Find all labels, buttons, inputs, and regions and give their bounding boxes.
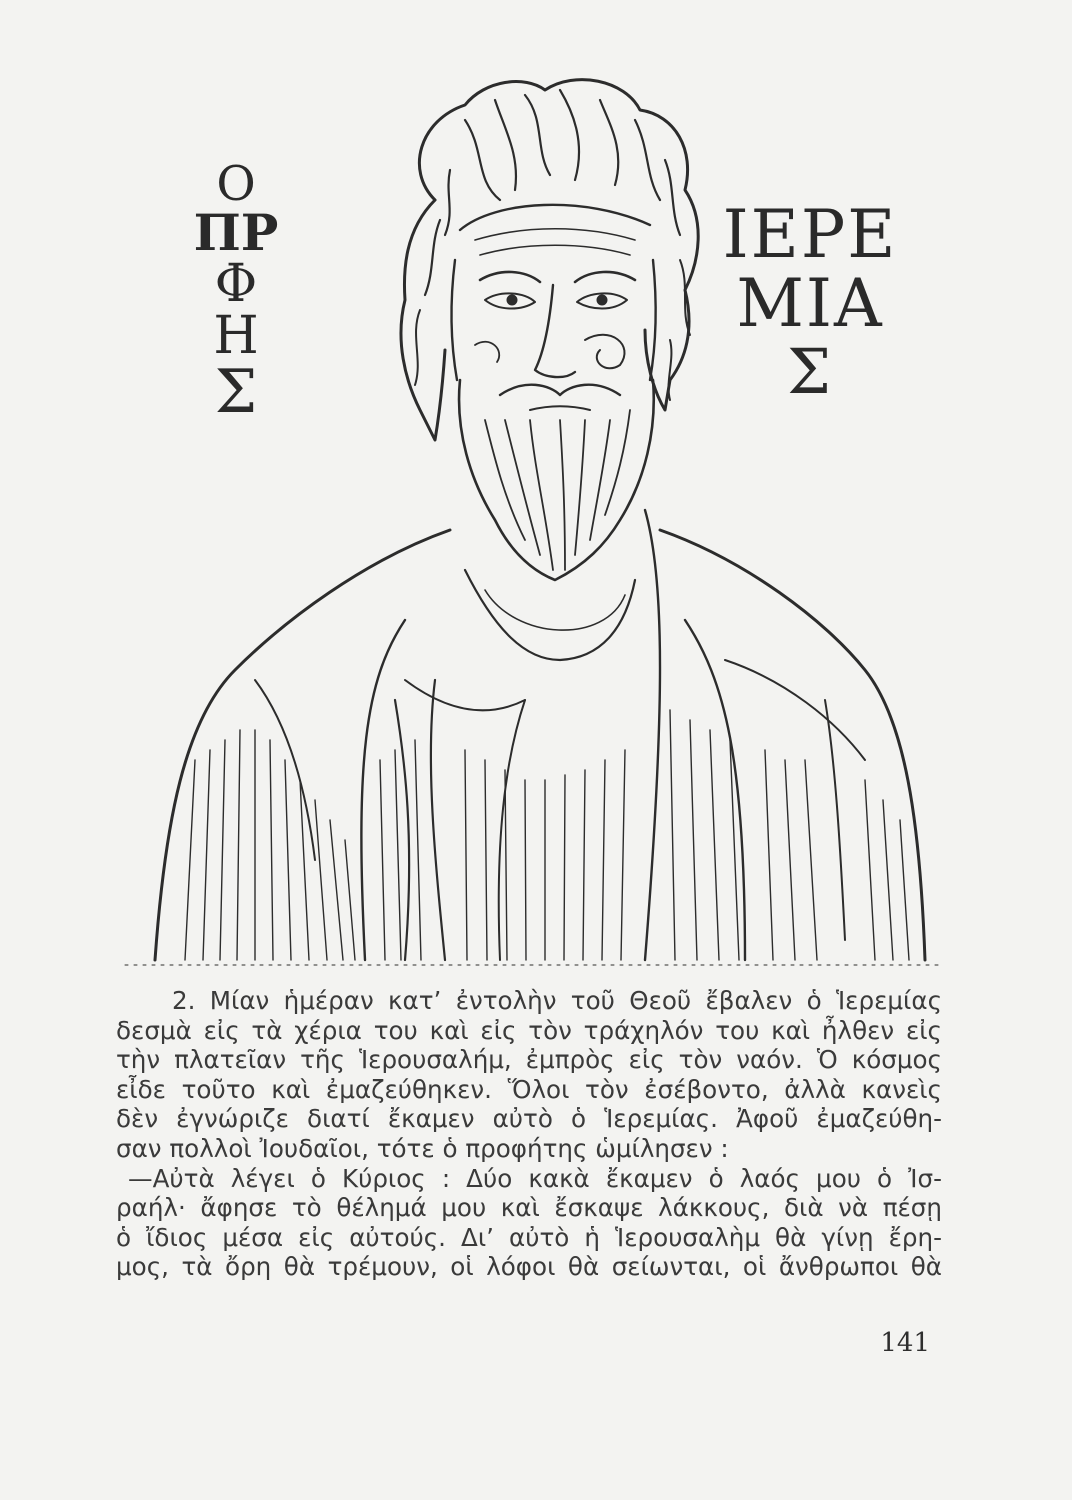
inscription-left-letter: Σ <box>214 357 258 427</box>
inscription-left <box>193 156 279 427</box>
inscription-right-line: ΜΙΑ <box>736 265 884 343</box>
text-line: δὲν ἐγνώριζε διατί ἔκαμεν αὐτὸ ὁ Ἱερεμίας. Ἀφοῦ ἐμαζεύθη- <box>116 1104 942 1134</box>
inscription-right-line: ΙΕΡΕ <box>722 196 898 273</box>
text-line: —Αὐτὰ λέγει ὁ Κύριος : Δύο κακὰ ἔκαμεν ὁ λαός μου ὁ Ἰσ- <box>128 1163 942 1193</box>
text-line: μος, τὰ ὄρη θὰ τρέμουν, οἱ λόφοι θὰ σείωνται, οἱ ἄνθρωποι θὰ <box>116 1252 942 1282</box>
body-text <box>116 986 942 1282</box>
inscription-left-letter: Φ <box>214 254 258 314</box>
inscription-left-letter: ΠΡ <box>193 203 279 262</box>
page-number: 141 <box>880 1328 930 1358</box>
inscription-left-letter: Ο <box>216 156 256 212</box>
text-line: δεσμὰ εἰς τὰ χέρια του καὶ εἰς τὸν τράχηλόν του καὶ ἦλθεν εἰς <box>116 1015 942 1045</box>
inscription-right-line: Σ <box>787 334 833 408</box>
text-line: ὁ ἴδιος μέσα εἰς αὐτούς. Δι’ αὐτὸ ἡ Ἱερουσαλὴμ θὰ γίνῃ ἔρη- <box>116 1222 942 1252</box>
text-line: 2. Μίαν ἡμέραν κατ’ ἐντολὴν τοῦ Θεοῦ ἔβαλεν ὁ Ἱερεμίας <box>172 986 942 1015</box>
text-line: ραήλ· ἄφησε τὸ θέλημά μου καὶ ἔσκαψε λάκκους, διὰ νὰ πέσῃ <box>116 1193 942 1223</box>
text-line: εἶδε τοῦτο καὶ ἐμαζεύθηκεν. Ὅλοι τὸν ἐσέβοντο, ἀλλὰ κανεὶς <box>116 1074 942 1104</box>
inscription-right <box>722 196 898 408</box>
inscription-left-letter: Η <box>213 306 259 366</box>
text-line: σαν πολλοὶ Ἰουδαῖοι, τότε ὁ προφήτης ὡμίλησεν : <box>116 1133 729 1163</box>
text-line: τὴν πλατεῖαν τῆς Ἱερουσαλήμ, ἐμπρὸς εἰς τὸν ναόν. Ὁ κόσμος <box>116 1045 942 1075</box>
